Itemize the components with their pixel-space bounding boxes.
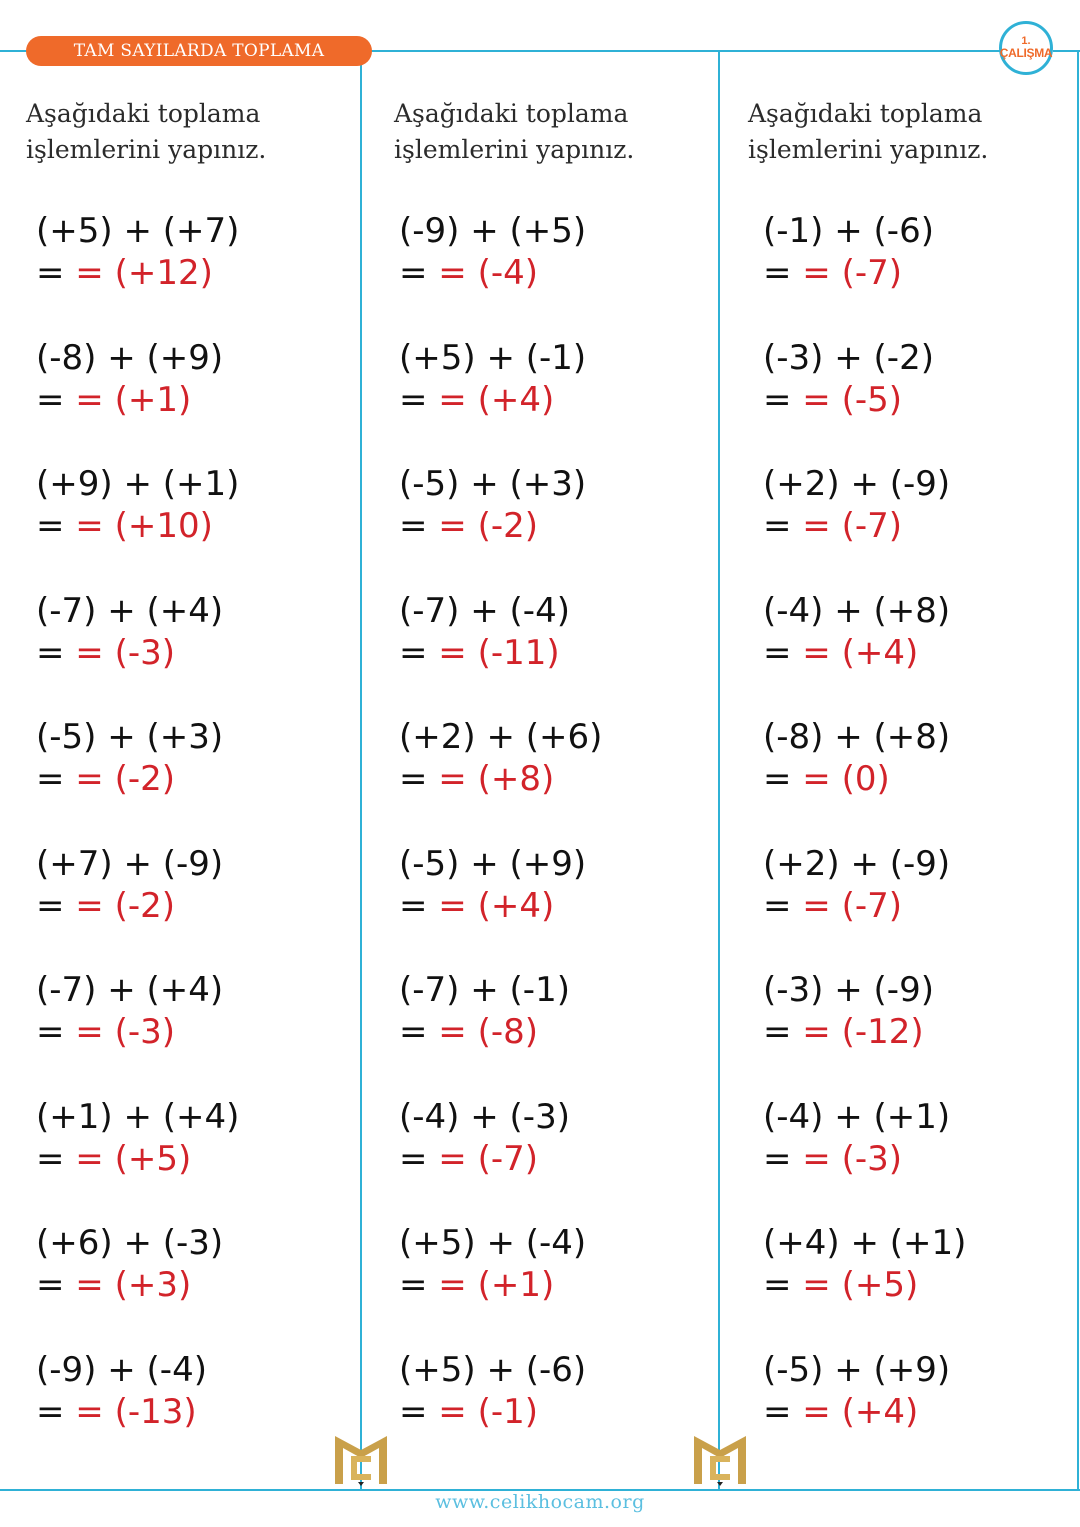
- answer-value: = (-2): [75, 885, 176, 926]
- problem-answer: [399, 1011, 602, 1053]
- problem-expression: (+4) + (+1): [763, 1223, 967, 1263]
- footer-website: www.celikhocam.org: [435, 1491, 645, 1513]
- equals-sign: =: [36, 506, 76, 546]
- equals-sign: =: [399, 253, 439, 293]
- problem-answer: [399, 1138, 602, 1180]
- problem-answer: [763, 1138, 966, 1180]
- problem-column: [394, 96, 724, 1432]
- problem-expression: (-8) + (+9): [36, 337, 224, 378]
- answer-value: = (-2): [75, 759, 176, 799]
- problem-list: [399, 210, 602, 1475]
- answer-value: = (-12): [802, 1012, 924, 1052]
- problem-item: [399, 843, 602, 970]
- problem-answer: [763, 1391, 966, 1433]
- equals-sign: =: [763, 1265, 803, 1305]
- problem-answer: [36, 505, 239, 547]
- answer-value: = (-1): [438, 1391, 539, 1432]
- equals-sign: =: [763, 1012, 803, 1052]
- problem-expression: (-3) + (-2): [763, 337, 934, 378]
- problem-item: [763, 337, 966, 464]
- problem-answer: [36, 1011, 239, 1053]
- instruction-text: [748, 96, 1078, 168]
- problem-answer: [763, 1264, 966, 1306]
- answer-value: = (-2): [438, 506, 539, 546]
- problem-item: [399, 969, 602, 1096]
- instruction-text: [394, 96, 724, 168]
- equals-sign: =: [399, 1265, 439, 1305]
- equals-sign: =: [36, 379, 76, 420]
- problem-column: [748, 96, 1078, 1432]
- problem-answer: [763, 505, 966, 547]
- problem-expression: (+6) + (-3): [36, 1223, 224, 1263]
- equals-sign: =: [399, 1391, 439, 1432]
- problem-item: [763, 1096, 966, 1223]
- answer-value: = (-7): [438, 1138, 539, 1179]
- equals-sign: =: [36, 632, 76, 673]
- problem-answer: [399, 758, 602, 800]
- answer-value: = (+5): [75, 1138, 192, 1179]
- answer-value: = (-7): [802, 506, 903, 546]
- problem-item: [763, 843, 966, 970]
- problem-item: [36, 1222, 239, 1349]
- problem-item: [763, 463, 966, 590]
- answer-value: = (-8): [438, 1012, 539, 1052]
- answer-value: = (-11): [438, 632, 560, 673]
- equals-sign: =: [36, 1138, 76, 1179]
- problem-list: [763, 210, 966, 1475]
- equals-sign: =: [399, 632, 439, 673]
- problem-answer: [399, 632, 602, 674]
- problem-item: [36, 716, 239, 843]
- equals-sign: =: [399, 1012, 439, 1052]
- problem-answer: [36, 1264, 239, 1306]
- problem-expression: (+5) + (-4): [399, 1223, 587, 1263]
- problem-expression: (-9) + (+5): [399, 211, 587, 251]
- answer-value: = (+5): [802, 1265, 919, 1305]
- answer-value: = (-7): [802, 885, 903, 926]
- problem-answer: [763, 379, 966, 421]
- equals-sign: =: [36, 1012, 76, 1052]
- problem-expression: (-4) + (-3): [399, 1096, 570, 1137]
- problem-expression: (-5) + (+3): [399, 464, 587, 504]
- answer-value: = (+4): [802, 632, 919, 673]
- problem-answer: [36, 252, 239, 294]
- answer-value: = (+3): [75, 1265, 192, 1305]
- problem-answer: [36, 1138, 239, 1180]
- answer-value: = (+4): [438, 379, 555, 420]
- problem-expression: (-8) + (+8): [763, 717, 951, 757]
- problem-answer: [36, 1391, 239, 1433]
- problem-item: [763, 210, 966, 337]
- equals-sign: =: [399, 506, 439, 546]
- problem-expression: (-4) + (+8): [763, 590, 951, 631]
- problem-item: [36, 843, 239, 970]
- answer-value: = (-5): [802, 379, 903, 420]
- equals-sign: =: [763, 506, 803, 546]
- problem-expression: (-5) + (+3): [36, 717, 224, 757]
- instruction-line: Aşağıdaki toplama: [26, 99, 261, 128]
- problem-item: [763, 590, 966, 717]
- instruction-line: işlemlerini yapınız.: [748, 135, 989, 164]
- celik-logo-icon: [690, 1428, 750, 1488]
- problem-item: [399, 210, 602, 337]
- problem-expression: (-5) + (+9): [399, 843, 587, 884]
- answer-value: = (-3): [802, 1138, 903, 1179]
- answer-value: = (+4): [438, 885, 555, 926]
- worksheet-title: TAM SAYILARDA TOPLAMA: [26, 36, 372, 66]
- answer-value: = (+8): [438, 759, 555, 799]
- equals-sign: =: [763, 379, 803, 420]
- problem-list: [36, 210, 239, 1475]
- equals-sign: =: [763, 1138, 803, 1179]
- problem-answer: [399, 379, 602, 421]
- instruction-line: Aşağıdaki toplama: [394, 99, 629, 128]
- problem-answer: [36, 758, 239, 800]
- problem-item: [399, 1349, 602, 1476]
- problem-item: [399, 590, 602, 717]
- problem-expression: (+5) + (-1): [399, 337, 587, 378]
- equals-sign: =: [763, 253, 803, 293]
- answer-value: = (+10): [75, 506, 213, 546]
- problem-answer: [763, 1011, 966, 1053]
- problem-answer: [763, 252, 966, 294]
- instruction-line: işlemlerini yapınız.: [394, 135, 635, 164]
- equals-sign: =: [763, 759, 803, 799]
- problem-answer: [399, 505, 602, 547]
- problem-item: [763, 1222, 966, 1349]
- equals-sign: =: [763, 885, 803, 926]
- problem-item: [399, 1222, 602, 1349]
- badge-label: ÇALIŞMA: [999, 46, 1053, 61]
- problem-item: [763, 716, 966, 843]
- problem-expression: (+7) + (-9): [36, 843, 224, 884]
- problem-expression: (-7) + (+4): [36, 970, 224, 1010]
- answer-value: = (-3): [75, 1012, 176, 1052]
- problem-expression: (-4) + (+1): [763, 1096, 951, 1137]
- equals-sign: =: [399, 759, 439, 799]
- problem-column: [26, 96, 356, 1432]
- equals-sign: =: [763, 1391, 803, 1432]
- problem-item: [399, 716, 602, 843]
- problem-answer: [399, 1391, 602, 1433]
- problem-item: [763, 969, 966, 1096]
- equals-sign: =: [399, 1138, 439, 1179]
- problem-item: [36, 210, 239, 337]
- problem-answer: [399, 252, 602, 294]
- instruction-line: işlemlerini yapınız.: [26, 135, 267, 164]
- problem-answer: [763, 885, 966, 927]
- badge-number: 1.: [1021, 34, 1031, 47]
- problem-answer: [36, 885, 239, 927]
- problem-item: [399, 337, 602, 464]
- problem-expression: (-7) + (-1): [399, 970, 570, 1010]
- problem-expression: (+2) + (+6): [399, 717, 603, 757]
- problem-expression: (+2) + (-9): [763, 464, 951, 504]
- problem-item: [36, 463, 239, 590]
- problem-expression: (-5) + (+9): [763, 1349, 951, 1390]
- answer-value: = (0): [802, 759, 890, 799]
- problem-item: [36, 1349, 239, 1476]
- answer-value: = (-13): [75, 1391, 197, 1432]
- answer-value: = (+1): [75, 379, 192, 420]
- answer-value: = (+1): [438, 1265, 555, 1305]
- problem-item: [399, 463, 602, 590]
- top-frame-line-right: [1053, 50, 1080, 52]
- equals-sign: =: [36, 885, 76, 926]
- problem-answer: [399, 1264, 602, 1306]
- answer-value: = (-7): [802, 253, 903, 293]
- problem-answer: [36, 379, 239, 421]
- equals-sign: =: [763, 632, 803, 673]
- problem-expression: (-1) + (-6): [763, 211, 934, 251]
- instruction-text: [26, 96, 356, 168]
- problem-expression: (-9) + (-4): [36, 1349, 207, 1390]
- problem-answer: [763, 632, 966, 674]
- problem-item: [36, 969, 239, 1096]
- problem-expression: (+9) + (+1): [36, 464, 240, 504]
- equals-sign: =: [36, 1265, 76, 1305]
- problem-answer: [763, 758, 966, 800]
- instruction-line: Aşağıdaki toplama: [748, 99, 983, 128]
- problem-expression: (+1) + (+4): [36, 1096, 240, 1137]
- answer-value: = (+4): [802, 1391, 919, 1432]
- worksheet-badge: [999, 21, 1053, 75]
- problem-expression: (+5) + (-6): [399, 1349, 587, 1390]
- problem-item: [763, 1349, 966, 1476]
- equals-sign: =: [399, 379, 439, 420]
- equals-sign: =: [399, 885, 439, 926]
- column-divider: [718, 50, 720, 1491]
- problem-expression: (-3) + (-9): [763, 970, 934, 1010]
- problem-item: [36, 1096, 239, 1223]
- problem-answer: [36, 632, 239, 674]
- problem-expression: (-7) + (+4): [36, 590, 224, 631]
- problem-item: [36, 590, 239, 717]
- equals-sign: =: [36, 253, 76, 293]
- problem-item: [36, 337, 239, 464]
- problem-expression: (-7) + (-4): [399, 590, 570, 631]
- answer-value: = (+12): [75, 253, 213, 293]
- equals-sign: =: [36, 759, 76, 799]
- answer-value: = (-3): [75, 632, 176, 673]
- problem-expression: (+2) + (-9): [763, 843, 951, 884]
- problem-answer: [399, 885, 602, 927]
- answer-value: = (-4): [438, 253, 539, 293]
- problem-expression: (+5) + (+7): [36, 211, 240, 251]
- celik-logo-icon: [331, 1428, 391, 1488]
- equals-sign: =: [36, 1391, 76, 1432]
- right-frame-line: [1077, 50, 1079, 1491]
- column-divider: [360, 50, 362, 1491]
- problem-item: [399, 1096, 602, 1223]
